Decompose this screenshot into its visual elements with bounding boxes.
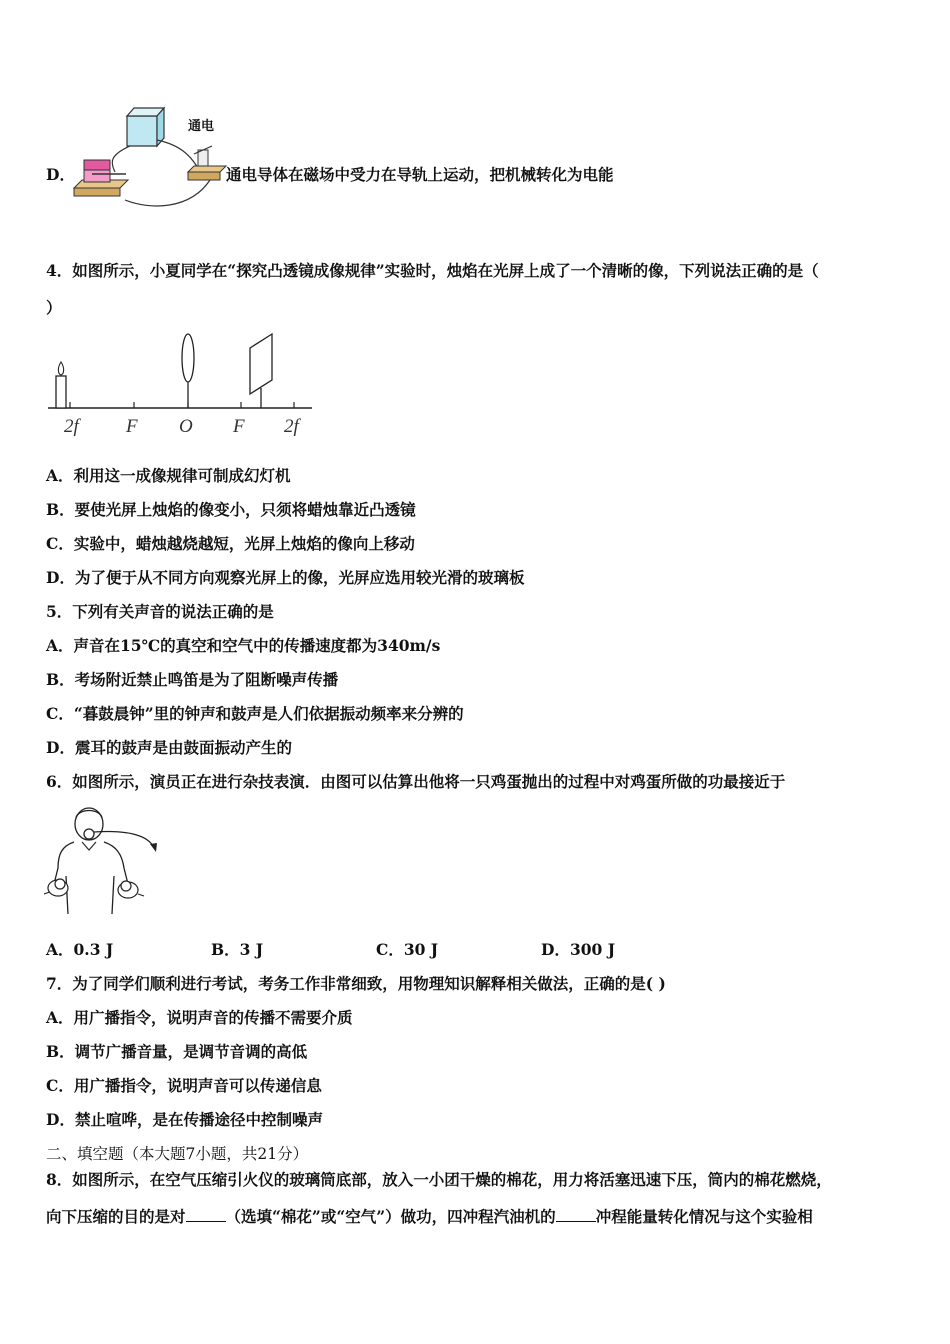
q8-blank-2[interactable] (556, 1207, 596, 1222)
q5-option-a: A．声音在15℃的真空和空气中的传播速度都为340m/s (46, 636, 441, 655)
q3-figure-label: 通电 (188, 118, 215, 133)
axis-label-2f-right: 2f (284, 416, 299, 437)
axis-label-f-left: F (126, 416, 138, 437)
q4-option-b: B．要使光屏上烛焰的像变小，只须将蜡烛靠近凸透镜 (46, 500, 416, 519)
q6-option-b: B．3 J (211, 940, 264, 959)
section-2-title: 二、填空题（本大题7小题，共21分） (46, 1145, 309, 1163)
q4-option-a: A．利用这一成像规律可制成幻灯机 (46, 466, 291, 485)
axis-label-2f-left: 2f (64, 416, 79, 437)
q4-option-c: C．实验中，蜡烛越烧越短，光屏上烛焰的像向上移动 (46, 534, 415, 553)
q7-option-c: C．用广播指令，说明声音可以传递信息 (46, 1076, 322, 1095)
q8-line-2-part-b: （选填“棉花”或“空气”）做功，四冲程汽油机的 (225, 1207, 556, 1226)
q4-option-d: D．为了便于从不同方向观察光屏上的像，光屏应选用较光滑的玻璃板 (46, 568, 525, 587)
q8-line-1: 8．如图所示，在空气压缩引火仪的玻璃筒底部，放入一小团干燥的棉花，用力将活塞迅速下压，筒内的棉花燃烧， (46, 1170, 832, 1189)
q6-option-c: C．30 J (376, 940, 439, 959)
q6-option-a: A．0.3 J (46, 940, 114, 959)
q3-option-d-text: 通电导体在磁场中受力在导轨上运动，把机械转化为电能 (226, 165, 614, 184)
q4-lens-figure (44, 328, 324, 438)
q5-option-b: B．考场附近禁止鸣笛是为了阻断噪声传播 (46, 670, 339, 689)
q7-stem: 7．为了同学们顺利进行考试，考务工作非常细致，用物理知识解释相关做法，正确的是( ) (46, 974, 666, 993)
q8-line-2-part-a: 向下压缩的目的是对 (46, 1207, 186, 1226)
axis-label-f-right: F (233, 416, 245, 437)
q8-blank-1[interactable] (186, 1207, 226, 1222)
q5-stem: 5．下列有关声音的说法正确的是 (46, 602, 274, 621)
q4-stem-end: ） (46, 298, 62, 317)
q7-option-d: D．禁止喧哗，是在传播途径中控制噪声 (46, 1110, 323, 1129)
q5-option-d: D．震耳的鼓声是由鼓面振动产生的 (46, 738, 292, 757)
q8-line-2 (46, 1207, 813, 1227)
q7-option-a: A．用广播指令，说明声音的传播不需要介质 (46, 1008, 353, 1027)
q4-stem: 4．如图所示，小夏同学在“探究凸透镜成像规律”实验时，烛焰在光屏上成了一个清晰的像，下列说法正确的是（ (46, 261, 819, 280)
q3-d-figure (70, 100, 230, 210)
q7-option-b: B．调节广播音量，是调节音调的高低 (46, 1042, 308, 1061)
q3-option-d-label: D． (46, 165, 75, 184)
q5-option-c: C．“暮鼓晨钟”里的钟声和鼓声是人们依据振动频率来分辨的 (46, 704, 464, 723)
axis-label-o: O (179, 416, 193, 437)
q8-line-2-part-c: 冲程能量转化情况与这个实验相 (595, 1207, 813, 1226)
q6-option-d: D．300 J (541, 940, 616, 959)
q6-juggler-figure (44, 806, 168, 920)
q6-stem: 6．如图所示，演员正在进行杂技表演．由图可以估算出他将一只鸡蛋抛出的过程中对鸡蛋所做的功最接近于 (46, 772, 786, 791)
